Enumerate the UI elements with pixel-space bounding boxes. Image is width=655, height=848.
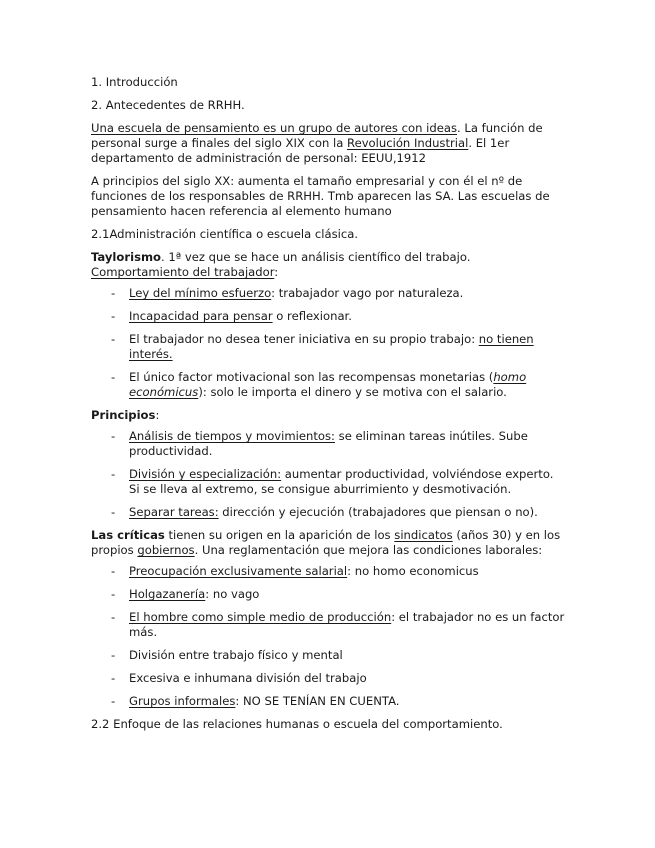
text: . 1ª vez que se hace un análisis científico del trabajo. [161, 250, 471, 264]
underlined-text: gobiernos [137, 543, 195, 557]
list-criticas [91, 564, 565, 709]
heading-administracion-cientifica: 2.1Administración científica o escuela clásica. [91, 227, 359, 241]
text: se eliminan tareas inútiles. Sube productividad. [129, 429, 528, 458]
list-item [91, 429, 565, 459]
list-item [91, 467, 565, 497]
text: (años 30) y en los propios [91, 528, 561, 557]
text: : [155, 408, 160, 422]
text: : no vago [205, 587, 260, 601]
list-item [91, 694, 565, 709]
dash-bullet: - [111, 467, 116, 481]
dash-bullet: - [111, 505, 116, 519]
list-item [91, 564, 565, 579]
dash-bullet: - [111, 429, 116, 443]
list-item [91, 286, 565, 301]
heading-relaciones-humanas: 2.2 Enfoque de las relaciones humanas o escuela del comportamiento. [91, 717, 503, 731]
text: . Una reglamentación que mejora las condiciones laborales: [194, 543, 543, 557]
list-principios [91, 429, 565, 520]
paragraph-siglo-xx: A principios del siglo XX: aumenta el tamaño empresarial y con él el nº de funciones de los responsables de RRHH. Tmb aparecen las SA. Las escuelas de pensamiento hacen referencia al elemento humano [91, 174, 550, 218]
dash-bullet: - [111, 610, 116, 624]
text: : trabajador vago por naturaleza. [271, 286, 464, 300]
list-item [91, 671, 565, 686]
dash-bullet: - [111, 671, 116, 685]
text: ): solo le importa el dinero y se motiva con el salario. [198, 385, 507, 399]
list-item [91, 370, 565, 400]
underlined-text: División y especialización: [129, 467, 282, 481]
list-item [91, 610, 565, 640]
underlined-text: Preocupación exclusivamente salarial [129, 564, 348, 578]
dash-bullet: - [111, 370, 116, 384]
dash-bullet: - [111, 587, 116, 601]
text: El trabajador no desea tener iniciativa en su propio trabajo: [129, 332, 479, 346]
bold-term: Principios [91, 408, 156, 422]
paragraph-taylorismo [91, 250, 565, 280]
text: dirección y ejecución (trabajadores que piensan o no). [218, 505, 538, 519]
underlined-text: no tienen interés. [129, 332, 534, 361]
dash-bullet: - [111, 286, 116, 300]
bold-term: Las críticas [91, 528, 165, 542]
text: . El 1er departamento de administración de personal: EEUU,1912 [91, 136, 510, 165]
text: Excesiva e inhumana división del trabajo [129, 671, 367, 685]
list-item [91, 309, 565, 324]
list-item [91, 332, 565, 362]
text: . La función de personal surge a finales del siglo XIX con la [91, 121, 543, 150]
underlined-text: Grupos informales [129, 694, 236, 708]
paragraph-criticas [91, 528, 565, 558]
paragraph-principios [91, 408, 565, 423]
dash-bullet: - [111, 694, 116, 708]
text: El único factor motivacional son las recompensas monetarias ( [129, 370, 494, 384]
underlined-text: Ley del mínimo esfuerzo [129, 286, 272, 300]
text: : no homo economicus [347, 564, 479, 578]
underlined-italic-text: homo económicus [129, 370, 527, 399]
underlined-text: Revolución Industrial [347, 136, 469, 150]
list-item [91, 505, 565, 520]
text: División entre trabajo físico y mental [129, 648, 343, 662]
text: : el trabajador no es un factor más. [129, 610, 565, 639]
underlined-text: Holgazanería [129, 587, 206, 601]
text: o reflexionar. [272, 309, 352, 323]
paragraph-escuela [91, 121, 565, 166]
text: : [274, 265, 279, 279]
text: : NO SE TENÍAN EN CUENTA. [235, 694, 400, 708]
list-item [91, 648, 565, 663]
underlined-text: sindicatos [394, 528, 453, 542]
underlined-text: Una escuela de pensamiento es un grupo de autores con ideas [91, 121, 457, 135]
list-item [91, 587, 565, 602]
underlined-text: Separar tareas: [129, 505, 219, 519]
dash-bullet: - [111, 564, 116, 578]
underlined-text: Incapacidad para pensar [129, 309, 273, 323]
underlined-text: El hombre como simple medio de producción [129, 610, 392, 624]
underlined-text: Comportamiento del trabajador [91, 265, 275, 279]
underlined-text: Análisis de tiempos y movimientos: [129, 429, 335, 443]
text: tienen su origen en la aparición de los [164, 528, 395, 542]
bold-term: Taylorismo [91, 250, 162, 264]
list-comportamiento [91, 286, 565, 400]
dash-bullet: - [111, 332, 116, 346]
text: aumentar productividad, volviéndose experto. Si se lleva al extremo, se consigue aburrimiento y desmotivación. [129, 467, 554, 496]
dash-bullet: - [111, 309, 116, 323]
dash-bullet: - [111, 648, 116, 662]
heading-introduccion: 1. Introducción [91, 75, 178, 89]
heading-antecedentes: 2. Antecedentes de RRHH. [91, 98, 245, 112]
